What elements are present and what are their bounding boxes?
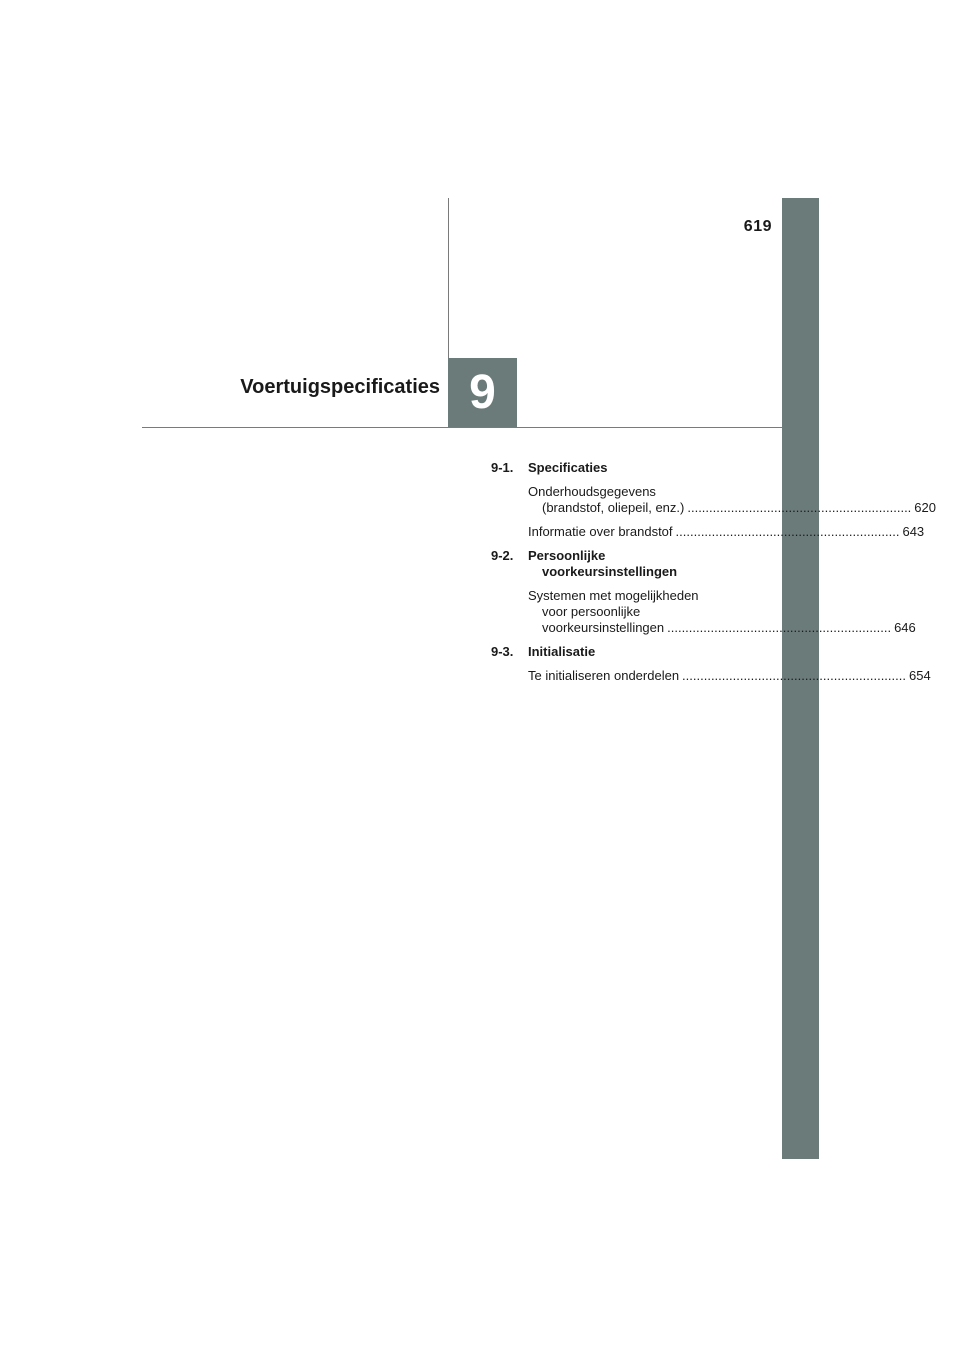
toc-section-number[interactable]: 9-1. — [491, 460, 514, 475]
toc-entry[interactable] — [528, 524, 925, 540]
toc-section — [491, 548, 741, 580]
toc-section-title[interactable] — [528, 548, 677, 580]
toc-section-title[interactable]: Initialisatie — [528, 644, 596, 659]
toc-entry[interactable] — [528, 668, 931, 684]
table-of-contents — [491, 460, 936, 692]
toc-entry[interactable] — [528, 484, 936, 516]
toc-entry-line: voor persoonlijke — [542, 604, 641, 619]
dot-leader: .............................................................. — [667, 620, 892, 635]
toc-entry[interactable] — [528, 588, 916, 636]
toc-section-title-line: Persoonlijke — [528, 548, 606, 563]
toc-entry-text: voorkeursinstellingen — [542, 620, 665, 635]
chapter-number-box: 9 — [448, 358, 517, 427]
toc-section-number[interactable]: 9-3. — [491, 644, 514, 659]
toc-section-number[interactable]: 9-2. — [491, 548, 514, 563]
toc-section-title[interactable]: Specificaties — [528, 460, 608, 475]
dot-leader: .............................................................. — [675, 524, 900, 539]
chapter-title: Voertuigspecificaties — [240, 376, 440, 398]
toc-entry-text: Te initialiseren onderdelen — [528, 668, 680, 683]
dot-leader: .............................................................. — [687, 500, 912, 515]
toc-page-number[interactable]: 643 — [902, 524, 925, 539]
toc-section-title-line: voorkeursinstellingen — [542, 564, 678, 579]
toc-entry-text: (brandstof, oliepeil, enz.) — [542, 500, 685, 515]
toc-section — [491, 460, 741, 476]
vertical-divider — [448, 198, 449, 358]
dot-leader: .............................................................. — [682, 668, 906, 683]
page-number: 619 — [743, 218, 772, 235]
toc-page-number[interactable]: 620 — [914, 500, 936, 515]
horizontal-divider — [142, 427, 782, 428]
toc-page-number[interactable]: 654 — [908, 668, 931, 683]
toc-entry-line: Onderhoudsgegevens — [528, 484, 656, 499]
toc-section — [491, 644, 741, 660]
toc-entry-text: Informatie over brandstof — [528, 524, 673, 539]
toc-entry-line: Systemen met mogelijkheden — [528, 588, 699, 603]
toc-page-number[interactable]: 646 — [894, 620, 916, 635]
